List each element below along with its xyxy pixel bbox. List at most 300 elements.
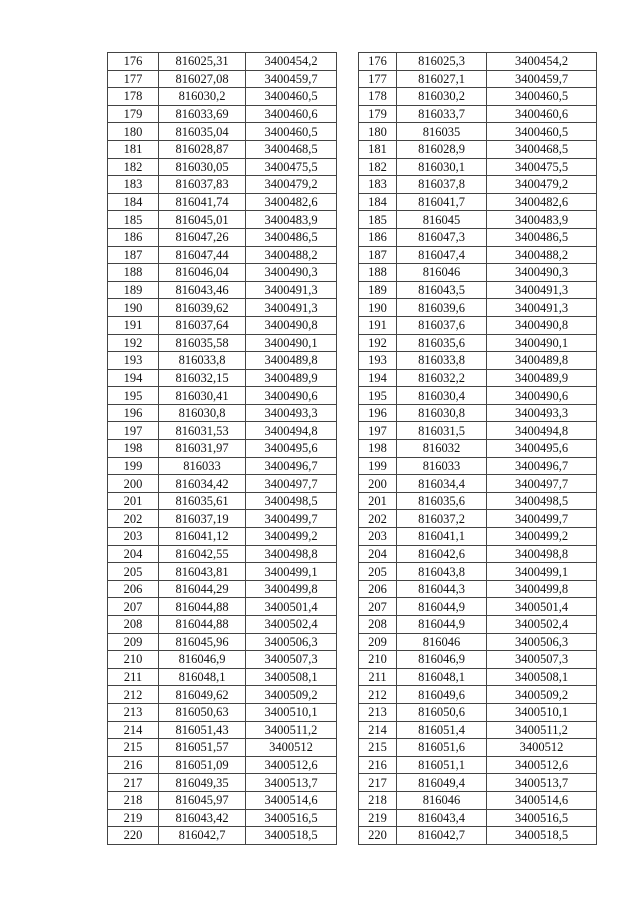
x-coordinate-cell: 816032 — [397, 440, 487, 458]
y-coordinate-cell: 3400490,6 — [246, 387, 337, 405]
table-row — [108, 739, 337, 757]
y-coordinate-cell: 3400510,1 — [487, 703, 597, 721]
x-coordinate-cell: 816031,5 — [397, 422, 487, 440]
x-coordinate-cell: 816045,97 — [159, 791, 246, 809]
table-row — [108, 703, 337, 721]
table-row — [359, 387, 597, 405]
table-row — [108, 475, 337, 493]
table-row — [359, 369, 597, 387]
point-number-cell: 184 — [108, 193, 159, 211]
x-coordinate-cell: 816033,8 — [397, 352, 487, 370]
table-row — [108, 563, 337, 581]
x-coordinate-cell: 816039,6 — [397, 299, 487, 317]
x-coordinate-cell: 816050,63 — [159, 703, 246, 721]
y-coordinate-cell: 3400499,2 — [246, 528, 337, 546]
y-coordinate-cell: 3400513,7 — [487, 774, 597, 792]
x-coordinate-cell: 816044,88 — [159, 616, 246, 634]
x-coordinate-cell: 816032,2 — [397, 369, 487, 387]
point-number-cell: 209 — [359, 633, 397, 651]
table-row — [359, 334, 597, 352]
point-number-cell: 196 — [108, 404, 159, 422]
table-row — [108, 193, 337, 211]
point-number-cell: 208 — [359, 616, 397, 634]
table-row — [108, 457, 337, 475]
x-coordinate-cell: 816047,3 — [397, 228, 487, 246]
table-row — [359, 580, 597, 598]
y-coordinate-cell: 3400494,8 — [246, 422, 337, 440]
y-coordinate-cell: 3400506,3 — [487, 633, 597, 651]
table-row — [359, 492, 597, 510]
x-coordinate-cell: 816045,01 — [159, 211, 246, 229]
y-coordinate-cell: 3400493,3 — [487, 404, 597, 422]
table-row — [108, 246, 337, 264]
y-coordinate-cell: 3400499,2 — [487, 528, 597, 546]
y-coordinate-cell: 3400499,7 — [246, 510, 337, 528]
point-number-cell: 189 — [359, 281, 397, 299]
point-number-cell: 177 — [108, 70, 159, 88]
x-coordinate-cell: 816041,7 — [397, 193, 487, 211]
table-row — [108, 281, 337, 299]
table-row — [359, 756, 597, 774]
y-coordinate-cell: 3400498,5 — [246, 492, 337, 510]
x-coordinate-cell: 816051,6 — [397, 739, 487, 757]
y-coordinate-cell: 3400460,5 — [487, 88, 597, 106]
y-coordinate-cell: 3400501,4 — [246, 598, 337, 616]
table-row — [108, 809, 337, 827]
point-number-cell: 195 — [359, 387, 397, 405]
x-coordinate-cell: 816046 — [397, 633, 487, 651]
table-row — [359, 545, 597, 563]
y-coordinate-cell: 3400511,2 — [487, 721, 597, 739]
x-coordinate-cell: 816034,42 — [159, 475, 246, 493]
point-number-cell: 214 — [359, 721, 397, 739]
table-row — [359, 264, 597, 282]
y-coordinate-cell: 3400482,6 — [246, 193, 337, 211]
y-coordinate-cell: 3400512,6 — [487, 756, 597, 774]
table-row — [359, 281, 597, 299]
point-number-cell: 201 — [108, 492, 159, 510]
point-number-cell: 199 — [359, 457, 397, 475]
point-number-cell: 198 — [359, 440, 397, 458]
point-number-cell: 216 — [108, 756, 159, 774]
x-coordinate-cell: 816037,19 — [159, 510, 246, 528]
y-coordinate-cell: 3400483,9 — [487, 211, 597, 229]
x-coordinate-cell: 816044,88 — [159, 598, 246, 616]
table-row — [108, 633, 337, 651]
table-row — [108, 158, 337, 176]
point-number-cell: 200 — [108, 475, 159, 493]
y-coordinate-cell: 3400516,5 — [246, 809, 337, 827]
x-coordinate-cell: 816043,46 — [159, 281, 246, 299]
point-number-cell: 209 — [108, 633, 159, 651]
table-row — [108, 827, 337, 845]
point-number-cell: 181 — [108, 140, 159, 158]
x-coordinate-cell: 816046 — [397, 264, 487, 282]
y-coordinate-cell: 3400518,5 — [246, 827, 337, 845]
y-coordinate-cell: 3400475,5 — [246, 158, 337, 176]
x-coordinate-cell: 816042,55 — [159, 545, 246, 563]
y-coordinate-cell: 3400495,6 — [487, 440, 597, 458]
table-row — [359, 598, 597, 616]
y-coordinate-cell: 3400495,6 — [246, 440, 337, 458]
table-row — [108, 228, 337, 246]
table-row — [359, 721, 597, 739]
y-coordinate-cell: 3400497,7 — [246, 475, 337, 493]
table-row — [108, 299, 337, 317]
table-row — [108, 88, 337, 106]
y-coordinate-cell: 3400468,5 — [487, 140, 597, 158]
y-coordinate-cell: 3400454,2 — [487, 53, 597, 71]
point-number-cell: 218 — [359, 791, 397, 809]
y-coordinate-cell: 3400489,9 — [246, 369, 337, 387]
y-coordinate-cell: 3400507,3 — [487, 651, 597, 669]
coordinate-table-right — [358, 52, 597, 845]
point-number-cell: 178 — [108, 88, 159, 106]
x-coordinate-cell: 816045 — [397, 211, 487, 229]
coordinate-table-left — [107, 52, 337, 845]
coordinate-table-right-body — [359, 53, 597, 845]
point-number-cell: 185 — [108, 211, 159, 229]
table-row — [359, 633, 597, 651]
x-coordinate-cell: 816025,31 — [159, 53, 246, 71]
y-coordinate-cell: 3400490,3 — [246, 264, 337, 282]
table-row — [108, 316, 337, 334]
x-coordinate-cell: 816035,6 — [397, 492, 487, 510]
y-coordinate-cell: 3400514,6 — [487, 791, 597, 809]
table-row — [108, 369, 337, 387]
x-coordinate-cell: 816039,62 — [159, 299, 246, 317]
y-coordinate-cell: 3400511,2 — [246, 721, 337, 739]
x-coordinate-cell: 816027,1 — [397, 70, 487, 88]
y-coordinate-cell: 3400486,5 — [487, 228, 597, 246]
y-coordinate-cell: 3400468,5 — [246, 140, 337, 158]
x-coordinate-cell: 816030,41 — [159, 387, 246, 405]
point-number-cell: 193 — [108, 352, 159, 370]
x-coordinate-cell: 816035,04 — [159, 123, 246, 141]
y-coordinate-cell: 3400490,6 — [487, 387, 597, 405]
point-number-cell: 200 — [359, 475, 397, 493]
x-coordinate-cell: 816049,62 — [159, 686, 246, 704]
table-row — [359, 774, 597, 792]
table-row — [108, 105, 337, 123]
y-coordinate-cell: 3400490,1 — [487, 334, 597, 352]
point-number-cell: 220 — [108, 827, 159, 845]
y-coordinate-cell: 3400460,6 — [246, 105, 337, 123]
point-number-cell: 218 — [108, 791, 159, 809]
y-coordinate-cell: 3400509,2 — [487, 686, 597, 704]
y-coordinate-cell: 3400491,3 — [487, 281, 597, 299]
y-coordinate-cell: 3400499,1 — [487, 563, 597, 581]
y-coordinate-cell: 3400508,1 — [246, 668, 337, 686]
x-coordinate-cell: 816051,09 — [159, 756, 246, 774]
x-coordinate-cell: 816044,29 — [159, 580, 246, 598]
table-row — [108, 668, 337, 686]
x-coordinate-cell: 816030,05 — [159, 158, 246, 176]
table-row — [108, 721, 337, 739]
point-number-cell: 176 — [108, 53, 159, 71]
x-coordinate-cell: 816030,1 — [397, 158, 487, 176]
x-coordinate-cell: 816051,1 — [397, 756, 487, 774]
y-coordinate-cell: 3400488,2 — [246, 246, 337, 264]
table-row — [359, 703, 597, 721]
x-coordinate-cell: 816048,1 — [159, 668, 246, 686]
x-coordinate-cell: 816034,4 — [397, 475, 487, 493]
y-coordinate-cell: 3400498,8 — [246, 545, 337, 563]
coordinate-table-left-body — [108, 53, 337, 845]
point-number-cell: 183 — [108, 176, 159, 194]
point-number-cell: 216 — [359, 756, 397, 774]
x-coordinate-cell: 816033 — [397, 457, 487, 475]
point-number-cell: 196 — [359, 404, 397, 422]
x-coordinate-cell: 816030,2 — [397, 88, 487, 106]
y-coordinate-cell: 3400488,2 — [487, 246, 597, 264]
table-row — [108, 404, 337, 422]
table-row — [108, 123, 337, 141]
x-coordinate-cell: 816031,97 — [159, 440, 246, 458]
point-number-cell: 206 — [108, 580, 159, 598]
point-number-cell: 190 — [359, 299, 397, 317]
y-coordinate-cell: 3400454,2 — [246, 53, 337, 71]
point-number-cell: 195 — [108, 387, 159, 405]
point-number-cell: 198 — [108, 440, 159, 458]
y-coordinate-cell: 3400496,7 — [246, 457, 337, 475]
point-number-cell: 180 — [359, 123, 397, 141]
y-coordinate-cell: 3400502,4 — [487, 616, 597, 634]
x-coordinate-cell: 816030,2 — [159, 88, 246, 106]
table-row — [359, 70, 597, 88]
x-coordinate-cell: 816037,6 — [397, 316, 487, 334]
table-row — [359, 686, 597, 704]
y-coordinate-cell: 3400460,5 — [487, 123, 597, 141]
point-number-cell: 207 — [108, 598, 159, 616]
x-coordinate-cell: 816033,8 — [159, 352, 246, 370]
point-number-cell: 179 — [108, 105, 159, 123]
x-coordinate-cell: 816037,8 — [397, 176, 487, 194]
y-coordinate-cell: 3400502,4 — [246, 616, 337, 634]
point-number-cell: 219 — [108, 809, 159, 827]
y-coordinate-cell: 3400460,5 — [246, 88, 337, 106]
x-coordinate-cell: 816037,64 — [159, 316, 246, 334]
x-coordinate-cell: 816046,9 — [397, 651, 487, 669]
point-number-cell: 192 — [359, 334, 397, 352]
y-coordinate-cell: 3400499,8 — [487, 580, 597, 598]
x-coordinate-cell: 816037,83 — [159, 176, 246, 194]
table-row — [359, 88, 597, 106]
y-coordinate-cell: 3400509,2 — [246, 686, 337, 704]
point-number-cell: 191 — [359, 316, 397, 334]
y-coordinate-cell: 3400479,2 — [487, 176, 597, 194]
y-coordinate-cell: 3400489,8 — [487, 352, 597, 370]
point-number-cell: 210 — [108, 651, 159, 669]
y-coordinate-cell: 3400479,2 — [246, 176, 337, 194]
y-coordinate-cell: 3400506,3 — [246, 633, 337, 651]
point-number-cell: 219 — [359, 809, 397, 827]
table-row — [359, 228, 597, 246]
y-coordinate-cell: 3400459,7 — [487, 70, 597, 88]
table-row — [108, 616, 337, 634]
point-number-cell: 193 — [359, 352, 397, 370]
point-number-cell: 188 — [108, 264, 159, 282]
x-coordinate-cell: 816033,7 — [397, 105, 487, 123]
x-coordinate-cell: 816046 — [397, 791, 487, 809]
point-number-cell: 205 — [359, 563, 397, 581]
table-row — [359, 158, 597, 176]
x-coordinate-cell: 816035,61 — [159, 492, 246, 510]
y-coordinate-cell: 3400491,3 — [487, 299, 597, 317]
table-row — [359, 123, 597, 141]
point-number-cell: 186 — [359, 228, 397, 246]
table-row — [108, 334, 337, 352]
x-coordinate-cell: 816043,42 — [159, 809, 246, 827]
table-row — [108, 264, 337, 282]
point-number-cell: 210 — [359, 651, 397, 669]
x-coordinate-cell: 816051,43 — [159, 721, 246, 739]
table-row — [108, 651, 337, 669]
y-coordinate-cell: 3400460,6 — [487, 105, 597, 123]
y-coordinate-cell: 3400498,5 — [487, 492, 597, 510]
y-coordinate-cell: 3400491,3 — [246, 299, 337, 317]
y-coordinate-cell: 3400512 — [487, 739, 597, 757]
table-row — [108, 791, 337, 809]
point-number-cell: 189 — [108, 281, 159, 299]
table-row — [108, 70, 337, 88]
table-row — [108, 756, 337, 774]
table-row — [108, 176, 337, 194]
point-number-cell: 187 — [359, 246, 397, 264]
y-coordinate-cell: 3400483,9 — [246, 211, 337, 229]
x-coordinate-cell: 816030,4 — [397, 387, 487, 405]
x-coordinate-cell: 816031,53 — [159, 422, 246, 440]
y-coordinate-cell: 3400475,5 — [487, 158, 597, 176]
y-coordinate-cell: 3400490,1 — [246, 334, 337, 352]
table-row — [108, 580, 337, 598]
table-row — [359, 739, 597, 757]
table-row — [108, 528, 337, 546]
point-number-cell: 213 — [108, 703, 159, 721]
table-row — [359, 668, 597, 686]
point-number-cell: 220 — [359, 827, 397, 845]
x-coordinate-cell: 816043,5 — [397, 281, 487, 299]
x-coordinate-cell: 816049,35 — [159, 774, 246, 792]
table-row — [108, 211, 337, 229]
x-coordinate-cell: 816041,1 — [397, 528, 487, 546]
x-coordinate-cell: 816030,8 — [159, 404, 246, 422]
x-coordinate-cell: 816028,9 — [397, 140, 487, 158]
table-row — [359, 316, 597, 334]
point-number-cell: 206 — [359, 580, 397, 598]
y-coordinate-cell: 3400498,8 — [487, 545, 597, 563]
table-row — [359, 53, 597, 71]
y-coordinate-cell: 3400514,6 — [246, 791, 337, 809]
point-number-cell: 213 — [359, 703, 397, 721]
point-number-cell: 202 — [359, 510, 397, 528]
y-coordinate-cell: 3400482,6 — [487, 193, 597, 211]
point-number-cell: 217 — [108, 774, 159, 792]
y-coordinate-cell: 3400489,8 — [246, 352, 337, 370]
x-coordinate-cell: 816044,9 — [397, 616, 487, 634]
y-coordinate-cell: 3400490,8 — [246, 316, 337, 334]
point-number-cell: 188 — [359, 264, 397, 282]
table-row — [359, 616, 597, 634]
table-row — [359, 809, 597, 827]
point-number-cell: 197 — [108, 422, 159, 440]
x-coordinate-cell: 816047,4 — [397, 246, 487, 264]
point-number-cell: 190 — [108, 299, 159, 317]
table-row — [108, 352, 337, 370]
table-row — [108, 492, 337, 510]
point-number-cell: 180 — [108, 123, 159, 141]
table-row — [359, 422, 597, 440]
table-row — [108, 686, 337, 704]
point-number-cell: 191 — [108, 316, 159, 334]
point-number-cell: 197 — [359, 422, 397, 440]
point-number-cell: 194 — [108, 369, 159, 387]
x-coordinate-cell: 816051,4 — [397, 721, 487, 739]
y-coordinate-cell: 3400494,8 — [487, 422, 597, 440]
table-row — [359, 105, 597, 123]
x-coordinate-cell: 816042,6 — [397, 545, 487, 563]
point-number-cell: 211 — [108, 668, 159, 686]
table-row — [108, 510, 337, 528]
table-row — [359, 440, 597, 458]
y-coordinate-cell: 3400493,3 — [246, 404, 337, 422]
y-coordinate-cell: 3400512,6 — [246, 756, 337, 774]
y-coordinate-cell: 3400510,1 — [246, 703, 337, 721]
x-coordinate-cell: 816043,8 — [397, 563, 487, 581]
x-coordinate-cell: 816044,3 — [397, 580, 487, 598]
table-row — [359, 299, 597, 317]
point-number-cell: 208 — [108, 616, 159, 634]
point-number-cell: 203 — [108, 528, 159, 546]
point-number-cell: 182 — [108, 158, 159, 176]
point-number-cell: 187 — [108, 246, 159, 264]
x-coordinate-cell: 816049,4 — [397, 774, 487, 792]
point-number-cell: 186 — [108, 228, 159, 246]
y-coordinate-cell: 3400499,1 — [246, 563, 337, 581]
x-coordinate-cell: 816028,87 — [159, 140, 246, 158]
point-number-cell: 181 — [359, 140, 397, 158]
x-coordinate-cell: 816037,2 — [397, 510, 487, 528]
y-coordinate-cell: 3400499,8 — [246, 580, 337, 598]
y-coordinate-cell: 3400491,3 — [246, 281, 337, 299]
point-number-cell: 201 — [359, 492, 397, 510]
y-coordinate-cell: 3400518,5 — [487, 827, 597, 845]
y-coordinate-cell: 3400501,4 — [487, 598, 597, 616]
table-row — [359, 563, 597, 581]
table-row — [359, 457, 597, 475]
y-coordinate-cell: 3400508,1 — [487, 668, 597, 686]
x-coordinate-cell: 816050,6 — [397, 703, 487, 721]
x-coordinate-cell: 816033,69 — [159, 105, 246, 123]
x-coordinate-cell: 816030,8 — [397, 404, 487, 422]
point-number-cell: 194 — [359, 369, 397, 387]
y-coordinate-cell: 3400496,7 — [487, 457, 597, 475]
x-coordinate-cell: 816025,3 — [397, 53, 487, 71]
point-number-cell: 204 — [108, 545, 159, 563]
point-number-cell: 204 — [359, 545, 397, 563]
x-coordinate-cell: 816043,4 — [397, 809, 487, 827]
y-coordinate-cell: 3400512 — [246, 739, 337, 757]
y-coordinate-cell: 3400490,8 — [487, 316, 597, 334]
x-coordinate-cell: 816049,6 — [397, 686, 487, 704]
table-row — [359, 404, 597, 422]
x-coordinate-cell: 816027,08 — [159, 70, 246, 88]
table-row — [359, 791, 597, 809]
point-number-cell: 217 — [359, 774, 397, 792]
y-coordinate-cell: 3400490,3 — [487, 264, 597, 282]
y-coordinate-cell: 3400489,9 — [487, 369, 597, 387]
point-number-cell: 179 — [359, 105, 397, 123]
